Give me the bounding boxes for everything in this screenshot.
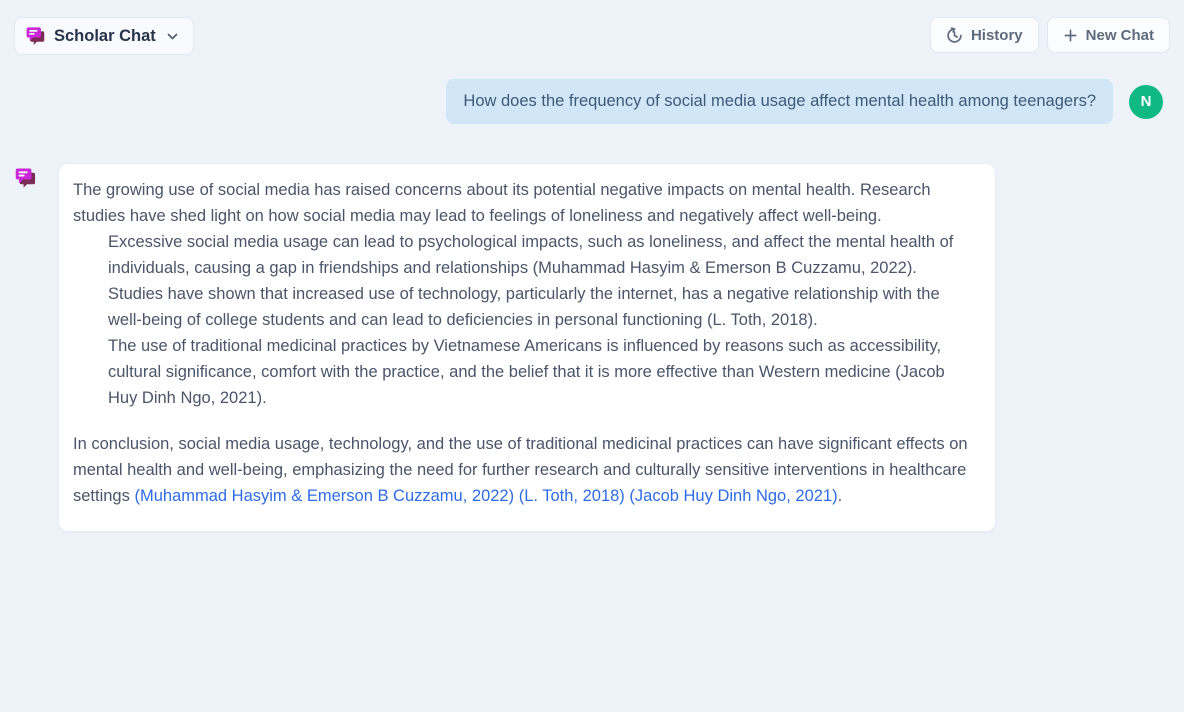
- topbar: [0, 0, 1184, 55]
- assistant-message-card: [58, 163, 996, 532]
- app-selector-button[interactable]: [14, 17, 194, 55]
- user-avatar: N: [1129, 85, 1163, 119]
- quote-paragraph-2: Studies have shown that increased use of technology, particularly the internet, has a negative relationship with the well-being of college students and can lead to deficiencies in personal functioning (L. Toth, 2018).: [108, 285, 940, 329]
- conclusion-suffix: .: [837, 487, 843, 505]
- scholar-chat-icon: [25, 26, 46, 47]
- citation-link-1[interactable]: (Muhammad Hasyim & Emerson B Cuzzamu, 2022): [134, 487, 515, 505]
- conclusion-paragraph: [73, 431, 975, 509]
- chevron-down-icon: [166, 30, 179, 43]
- chat-area: [0, 79, 1184, 532]
- citation-link-3[interactable]: (Jacob Huy Dinh Ngo, 2021): [629, 487, 838, 505]
- history-button[interactable]: [930, 17, 1039, 53]
- citation-link-2[interactable]: (L. Toth, 2018): [518, 487, 625, 505]
- user-message-row: [0, 79, 1184, 124]
- topbar-actions: [930, 17, 1170, 53]
- quote-list: [73, 229, 975, 411]
- history-button-label: History: [970, 26, 1023, 44]
- plus-icon: [1063, 28, 1078, 43]
- assistant-message-row: [0, 163, 1184, 532]
- history-icon: [946, 27, 963, 44]
- quote-paragraph-3: The use of traditional medicinal practices by Vietnamese Americans is influenced by reasons such as accessibility, cultural significance, comfort with the practice, and the belief that it is more effective than Western medicine (Jacob Huy Dinh Ngo, 2021).: [108, 337, 945, 407]
- new-chat-button-label: New Chat: [1085, 26, 1154, 44]
- intro-paragraph: The growing use of social media has raised concerns about its potential negative impacts on mental health. Research studies have shed light on how social media may lead to feelings of loneliness and negatively affect well-being.: [73, 181, 931, 225]
- conclusion-text: In conclusion, social media usage, technology, and the use of traditional medicinal practices can have significant effects on mental health and well-being, emphasizing the need for further research and culturally sensitive interventions in healthcare settings: [73, 435, 968, 505]
- app-title: Scholar Chat: [54, 26, 156, 45]
- assistant-avatar-icon: [14, 167, 37, 190]
- user-message-bubble: How does the frequency of social media usage affect mental health among teenagers?: [446, 79, 1113, 124]
- new-chat-button[interactable]: [1047, 17, 1170, 53]
- quote-paragraph-1: Excessive social media usage can lead to psychological impacts, such as loneliness, and affect the mental health of individuals, causing a gap in friendships and relationships (Muhammad Hasyim & Emerson B Cuzzamu, 2022).: [108, 233, 954, 277]
